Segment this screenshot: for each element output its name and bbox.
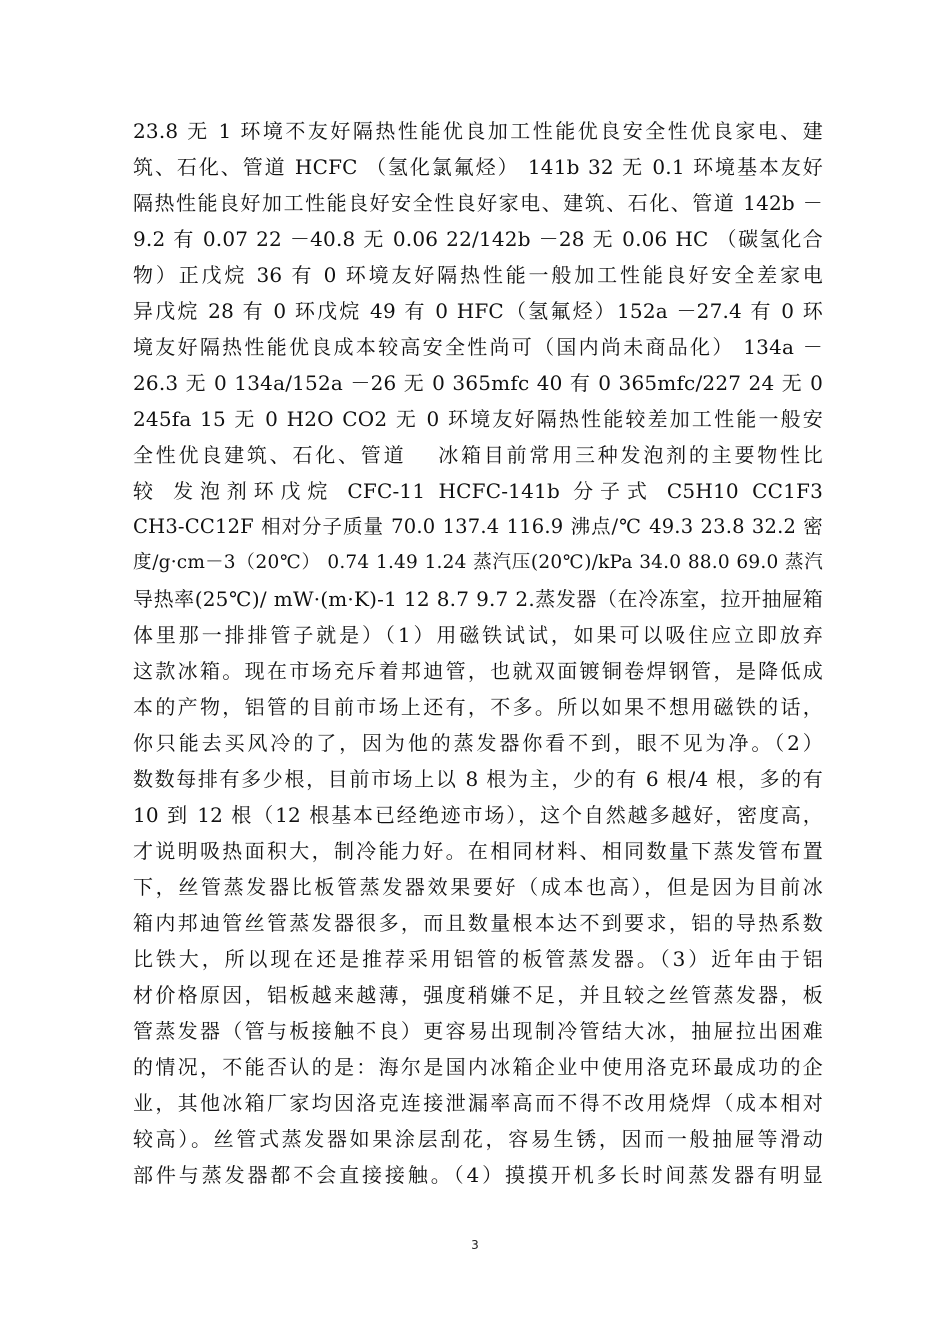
text-line: 筑、石化、管道 HCFC （氢化氯氟烃） 141b 32 无 0.1 环境基本友好 bbox=[133, 155, 823, 179]
body-text bbox=[133, 113, 823, 1193]
text-line: 部件与蒸发器都不会直接接触。（4）摸摸开机多长时间蒸发器有明显 bbox=[133, 1163, 823, 1187]
text-line: 10 到 12 根（12 根基本已经绝迹市场），这个自然越多越好，密度高， bbox=[133, 803, 823, 827]
text-line: 全性优良建筑、石化、管道 冰箱目前常用三种发泡剂的主要物性比 bbox=[133, 443, 823, 467]
text-line: 隔热性能良好加工性能良好安全性良好家电、建筑、石化、管道 142b － bbox=[133, 191, 823, 215]
text-line: CH3-CC12F 相对分子质量 70.0 137.4 116.9 沸点/℃ 49.3 23.8 32.2 密 bbox=[133, 515, 823, 538]
text-line: 较高）。丝管式蒸发器如果涂层刮花，容易生锈，因而一般抽屉等滑动 bbox=[133, 1127, 823, 1151]
text-line: 这款冰箱。现在市场充斥着邦迪管，也就双面镀铜卷焊钢管，是降低成 bbox=[133, 659, 823, 683]
text-line: 物）正戊烷 36 有 0 环境友好隔热性能一般加工性能良好安全差家电 bbox=[133, 263, 823, 287]
text-line: 箱内邦迪管丝管蒸发器很多，而且数量根本达不到要求，铝的导热系数 bbox=[133, 911, 823, 935]
text-line: 较 发泡剂环戊烷 CFC-11 HCFC-141b 分子式 C5H10 CC1F3 bbox=[133, 479, 823, 503]
text-line: 的情况，不能否认的是：海尔是国内冰箱企业中使用洛克环最成功的企 bbox=[133, 1055, 823, 1079]
text-line: 9.2 有 0.07 22 －40.8 无 0.06 22/142b －28 无 0.06 HC （碳氢化合 bbox=[133, 227, 823, 251]
text-line: 26.3 无 0 134a/152a －26 无 0 365mfc 40 有 0 365mfc/227 24 无 0 bbox=[133, 371, 823, 395]
text-line: 导热率(25℃)/ mW·(m·K)-1 12 8.7 9.7 2.蒸发器（在冷冻室，拉开抽屉箱 bbox=[133, 587, 823, 611]
text-line: 你只能去买风冷的了，因为他的蒸发器你看不到，眼不见为净。（2） bbox=[133, 731, 823, 755]
text-line: 245fa 15 无 0 H2O CO2 无 0 环境友好隔热性能较差加工性能一般安 bbox=[133, 407, 823, 431]
text-line: 材价格原因，铝板越来越薄，强度稍嫌不足，并且较之丝管蒸发器，板 bbox=[133, 983, 823, 1007]
page-number: 3 bbox=[471, 1238, 479, 1252]
text-line: 境友好隔热性能优良成本较高安全性尚可（国内尚未商品化） 134a － bbox=[133, 335, 823, 359]
text-line: 业，其他冰箱厂家均因洛克连接泄漏率高而不得不改用烧焊（成本相对 bbox=[133, 1091, 823, 1115]
text-line: 度/g·cm－3（20℃） 0.74 1.49 1.24 蒸汽压(20℃)/kPa 34.0 88.0 69.0 蒸汽 bbox=[133, 552, 823, 573]
text-line: 本的产物，铝管的目前市场上还有，不多。所以如果不想用磁铁的话， bbox=[133, 695, 823, 719]
text-line: 异戊烷 28 有 0 环戊烷 49 有 0 HFC（氢氟烃）152a －27.4 有 0 环 bbox=[133, 299, 823, 323]
text-line: 下，丝管蒸发器比板管蒸发器效果要好（成本也高），但是因为目前冰 bbox=[133, 875, 823, 899]
text-line: 才说明吸热面积大，制冷能力好。在相同材料、相同数量下蒸发管布置 bbox=[133, 839, 823, 863]
text-line: 23.8 无 1 环境不友好隔热性能优良加工性能优良安全性优良家电、建 bbox=[133, 119, 823, 143]
text-line: 数数每排有多少根，目前市场上以 8 根为主，少的有 6 根/4 根，多的有 bbox=[133, 767, 823, 791]
text-line: 管蒸发器（管与板接触不良）更容易出现制冷管结大冰，抽屉拉出困难 bbox=[133, 1019, 823, 1043]
text-line: 比铁大，所以现在还是推荐采用铝管的板管蒸发器。（3）近年由于铝 bbox=[133, 947, 823, 971]
text-line: 体里那一排排管子就是）（1）用磁铁试试，如果可以吸住应立即放弃 bbox=[133, 623, 823, 647]
